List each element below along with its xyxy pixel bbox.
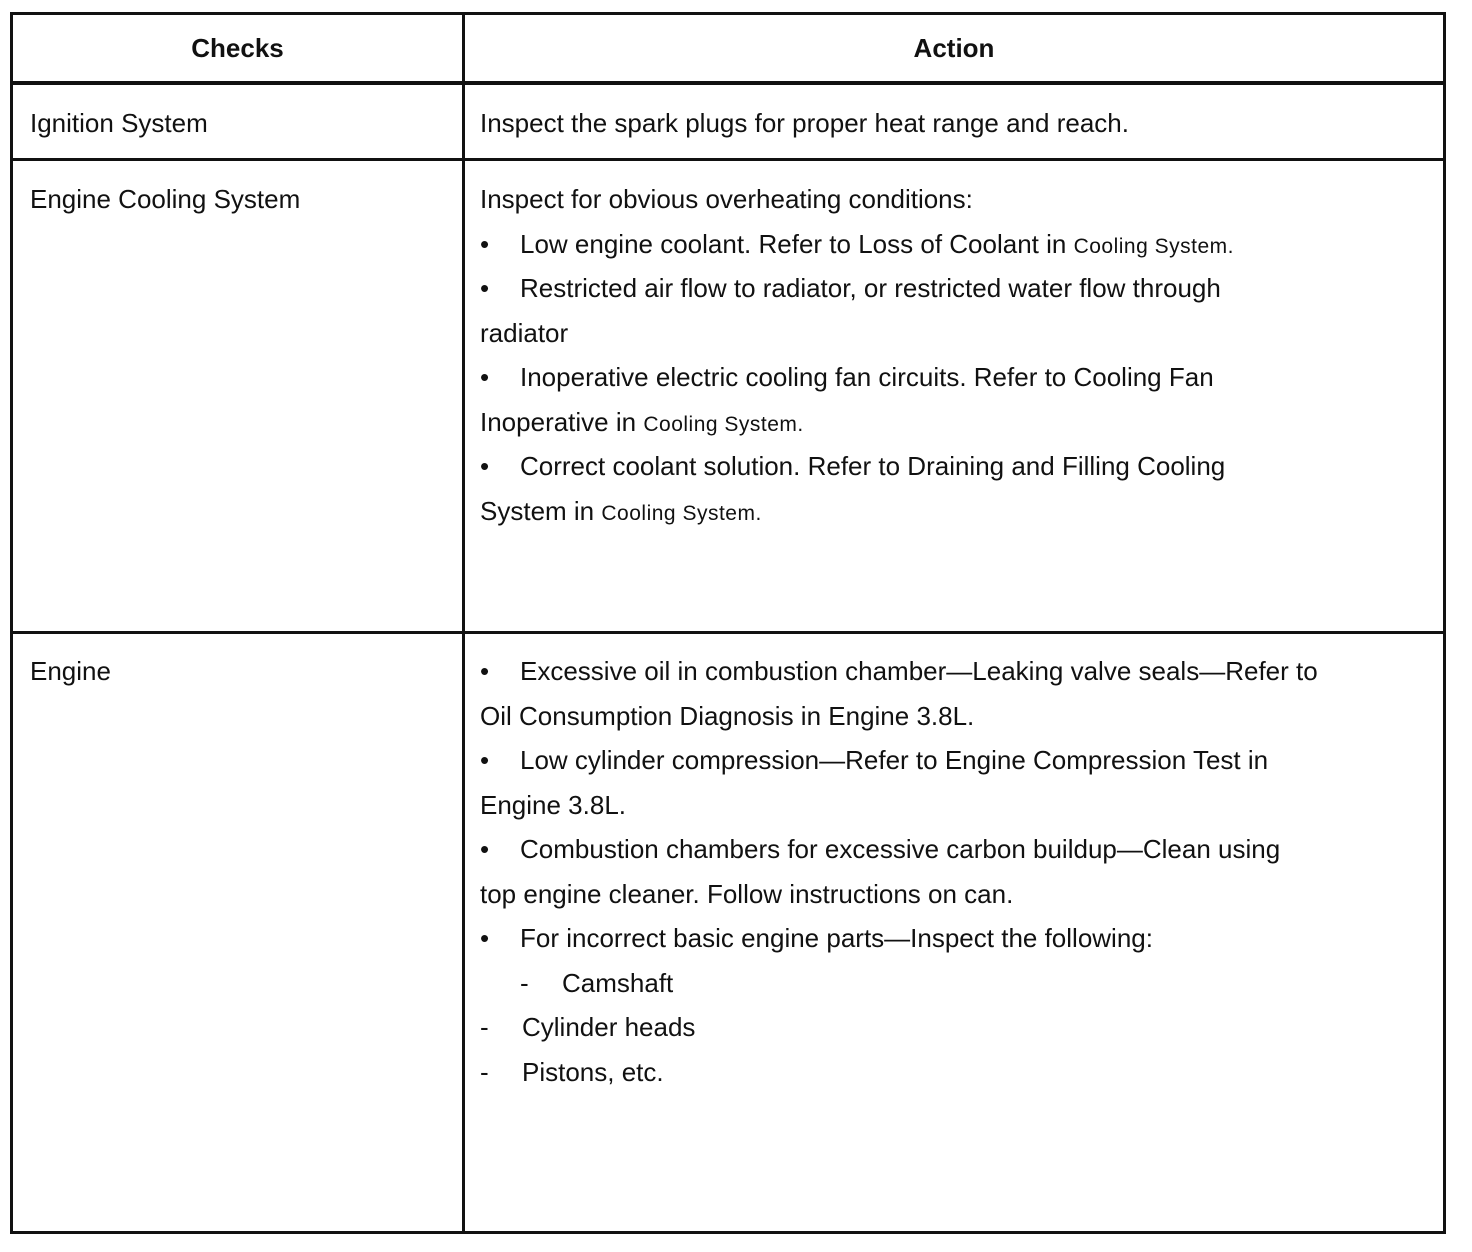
sub-item-text: Pistons, etc. <box>522 1056 664 1087</box>
header-divider <box>13 81 1443 85</box>
bullet-item <box>480 266 1430 311</box>
bullet-marker: • <box>480 273 490 303</box>
bullet-marker: • <box>480 451 490 481</box>
bullet-marker: • <box>480 745 490 775</box>
bullet-continuation: radiator <box>480 317 569 348</box>
sub-item <box>480 1050 1430 1095</box>
bullet-continuation: Engine 3.8L. <box>480 789 627 820</box>
bullet-item <box>480 827 1430 872</box>
bullet-text: Excessive oil in combustion chamber—Leaking valve seals—Refer to <box>520 656 1318 686</box>
bullet-continuation: Oil Consumption Diagnosis in Engine 3.8L. <box>480 700 975 731</box>
sub-item <box>480 1005 1430 1050</box>
dash-marker: - <box>480 1056 489 1087</box>
cross-reference: Cooling System. <box>601 501 762 525</box>
bullet-text: Inoperative electric cooling fan circuits. Refer to Cooling Fan <box>520 362 1214 392</box>
row-divider <box>13 158 1443 161</box>
bullet-text: Combustion chambers for excessive carbon buildup—Clean using <box>520 834 1281 864</box>
bullet-marker: • <box>480 228 490 259</box>
action-intro: Inspect for obvious overheating conditions: <box>480 184 973 214</box>
action-ignition-system <box>480 101 1430 146</box>
bullet-item <box>480 916 1430 961</box>
sub-item-text: Cylinder heads <box>522 1012 696 1042</box>
bullet-item <box>480 355 1430 400</box>
check-ignition-system: Ignition System <box>30 108 208 138</box>
cross-reference: Cooling System. <box>1073 234 1234 258</box>
column-divider <box>462 15 465 1231</box>
row-divider <box>13 631 1443 634</box>
bullet-marker: • <box>480 656 490 686</box>
bullet-marker: • <box>480 362 490 392</box>
action-engine-cooling-system <box>480 177 1430 533</box>
diagnosis-table <box>10 12 1446 1234</box>
check-engine-cooling-system: Engine Cooling System <box>30 184 301 214</box>
dash-marker: - <box>480 1012 489 1042</box>
action-text: Inspect the spark plugs for proper heat range and reach. <box>480 108 1129 138</box>
bullet-text: For incorrect basic engine parts—Inspect the following: <box>520 923 1153 953</box>
bullet-item <box>480 222 1430 267</box>
continuation-text: Inoperative in <box>480 406 637 437</box>
sub-item <box>480 961 1430 1006</box>
bullet-text: Low engine coolant. Refer to Loss of Coolant in <box>520 228 1067 259</box>
bullet-continuation <box>480 489 1430 534</box>
bullet-marker: • <box>480 834 490 864</box>
sub-item-text: Camshaft <box>562 967 674 998</box>
continuation-text: System in <box>480 495 595 526</box>
bullet-item <box>480 444 1430 489</box>
bullet-item <box>480 738 1430 783</box>
bullet-continuation: top engine cleaner. Follow instructions on can. <box>480 878 1014 909</box>
header-action: Action <box>913 32 995 63</box>
check-engine: Engine <box>30 656 111 686</box>
action-engine <box>480 649 1430 1094</box>
dash-marker: - <box>520 967 529 998</box>
cross-reference: Cooling System. <box>643 412 804 436</box>
bullet-marker: • <box>480 923 490 953</box>
bullet-text: Restricted air flow to radiator, or restricted water flow through <box>520 273 1221 303</box>
bullet-text: Correct coolant solution. Refer to Draining and Filling Cooling <box>520 451 1226 481</box>
header-checks: Checks <box>191 32 284 63</box>
bullet-item <box>480 649 1430 694</box>
bullet-text: Low cylinder compression—Refer to Engine Compression Test in <box>520 745 1269 775</box>
bullet-continuation <box>480 400 1430 445</box>
